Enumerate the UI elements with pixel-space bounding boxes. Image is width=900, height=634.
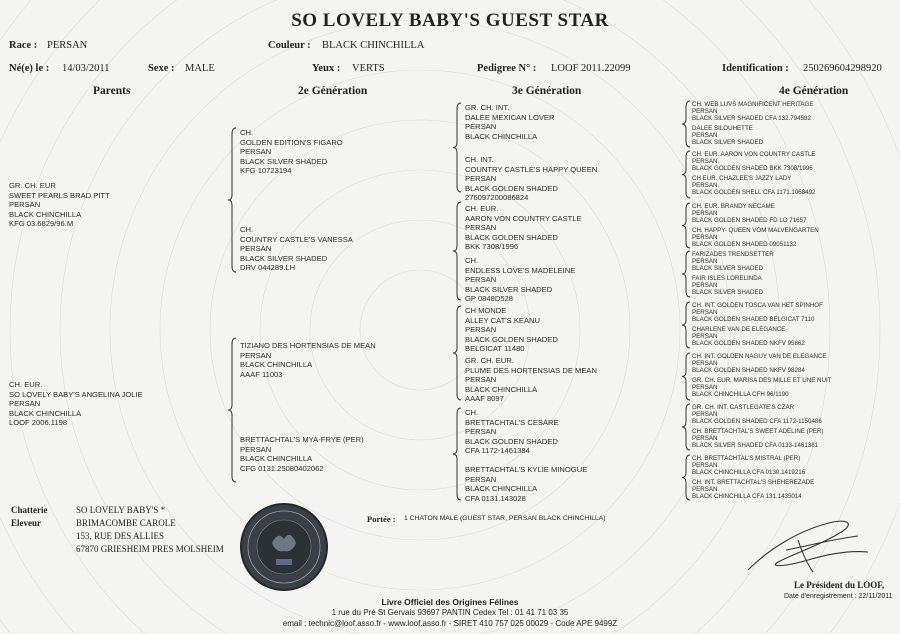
entry-line: CH. xyxy=(240,225,254,234)
entry-line: CH. BRETTACHTAL'S MISTRAL (PER) xyxy=(692,455,801,462)
sexe-value: MALE xyxy=(185,63,215,74)
entry-line: GR. CH. INT. xyxy=(465,103,510,112)
entry-line: BLACK GOLDEN SHADED xyxy=(465,183,558,193)
portee-value: 1 CHATON MALE (GUEST STAR, PERSAN BLACK CHINCHILLA) xyxy=(404,515,606,522)
gen4-entry xyxy=(692,125,763,146)
entry-line: ENDLESS LOVE'S MADELEINE xyxy=(465,265,576,275)
entry-line: BELGICAT 11480 xyxy=(465,344,525,354)
footer-org: Livre Officiel des Origines Félines xyxy=(381,597,519,607)
entry-line: KFG 10723194 xyxy=(240,166,292,176)
gen4-entry xyxy=(692,203,807,224)
gen4-entry xyxy=(692,101,813,122)
entry-line: PERSAN xyxy=(465,427,497,437)
entry-line: GP 0848D528 xyxy=(465,294,513,304)
president-signature xyxy=(738,510,888,582)
entry-line: BLACK SILVER SHADED xyxy=(692,139,764,146)
entry-line: PERSAN xyxy=(692,182,718,189)
entry-line: CFA 0131.143028 xyxy=(465,493,526,503)
entry-line: PERSAN xyxy=(465,325,497,335)
entry-line: AAAF 11003 xyxy=(240,369,283,379)
gen2-entry xyxy=(240,225,353,273)
sexe-label: Sexe : xyxy=(148,63,175,74)
entry-line: CH EUR. CHAZLEE'S JAZZY LADY xyxy=(692,175,792,182)
entry-line: PERSAN xyxy=(240,350,272,360)
parent-sire xyxy=(9,181,110,229)
entry-line: GR. CH. EUR. xyxy=(465,356,514,365)
entry-line: BLACK GOLDEN SHADED xyxy=(465,334,558,344)
entry-line: CH. INT. GOLDEN TOSCA VAN HET SPINHOF xyxy=(692,302,823,309)
entry-line: CH. xyxy=(465,256,479,265)
entry-line: BLACK GOLDEN SHADED CFA 1172-1150486 xyxy=(692,418,822,425)
entry-line: PERSAN xyxy=(692,210,718,217)
entry-line: BLACK CHINCHILLA CFA 0130.1419216 xyxy=(692,469,806,476)
birthdate-value: 14/03/2011 xyxy=(62,63,110,74)
gen2-entry xyxy=(240,128,343,176)
entry-line: BLACK GOLDEN SHADED xyxy=(465,232,558,242)
entry-line: CH. xyxy=(465,408,479,417)
gen3-entry xyxy=(465,306,558,354)
entry-line: PERSAN xyxy=(465,275,497,285)
entry-line: CH. INT. GOLDEN NAGUY VAN DE ELEGANCE xyxy=(692,353,827,360)
entry-line: LOOF 2006.1198 xyxy=(9,418,68,428)
gen4-entry xyxy=(692,275,763,296)
gen4-entry xyxy=(692,479,814,500)
entry-line: PERSAN xyxy=(692,462,718,469)
entry-line: DALEE MEXICAN LOVER xyxy=(465,112,555,122)
chatterie-label: Chatterie xyxy=(11,505,48,515)
entry-line: PERSAN xyxy=(692,333,718,340)
entry-line: BLACK CHINCHILLA xyxy=(465,384,538,394)
entry-line: SO LOVELY BABY'S ANGELINA JOLIE xyxy=(9,389,143,399)
entry-line: CH. EUR. xyxy=(465,204,499,213)
gen3-entry xyxy=(465,204,582,252)
entry-line: BLACK SILVER SHADED xyxy=(240,253,328,263)
registration-date: Date d'enregistrement : 22/11/2011 xyxy=(784,593,893,600)
column-header-gen4: 4e Génération xyxy=(779,85,849,97)
identification-label: Identification : xyxy=(722,63,789,74)
entry-line: BLACK GOLDEN SHADED NKFV 98284 xyxy=(692,367,805,374)
entry-line: PERSAN xyxy=(465,375,497,385)
gen2-entry xyxy=(240,435,364,473)
entry-line: CH. WEB LUVS MAGNIFICENT HERITAGE xyxy=(692,101,814,108)
entry-line: PERSAN xyxy=(692,158,718,165)
column-header-gen3: 3e Génération xyxy=(512,85,582,97)
entry-line: BKK 7308/1996 xyxy=(465,242,519,252)
eleveur-value: BRIMACOMBE CAROLE xyxy=(76,518,176,528)
entry-line: ALLEY CAT'S KEANU xyxy=(465,315,541,325)
gen4-entry xyxy=(692,377,831,398)
entry-line: BLACK CHINCHILLA CFH 96/1190 xyxy=(692,391,789,398)
footer-address: 1 rue du Pré St Gervais 93697 PANTIN Cedex Tel : 01 41 71 03 35 xyxy=(331,608,569,617)
identification-value: 250269604298920 xyxy=(803,63,882,74)
entry-line: CH. HAPPY- QUEEN VOM MALVENGARTEN xyxy=(692,227,819,234)
entry-line: PERSAN xyxy=(240,147,272,157)
gen4-entry xyxy=(692,404,822,425)
gen4-entry xyxy=(692,302,823,323)
entry-line: BRETTACHTAL'S MYA-FRYE (PER) xyxy=(240,435,364,444)
entry-line: PERSAN xyxy=(465,174,497,184)
entry-line: BLACK GOLDEN SHADED 09051132 xyxy=(692,241,797,248)
page-title: SO LOVELY BABY'S GUEST STAR xyxy=(291,10,609,31)
gen4-entry xyxy=(692,251,774,272)
entry-line: BLACK SILVER SHADED xyxy=(692,265,764,272)
gen3-entry xyxy=(465,465,587,503)
entry-line: CH. EUR. xyxy=(9,380,43,389)
entry-line: CH. BRETTACHTAL'S SWEET ADELINE (PER) xyxy=(692,428,824,435)
entry-line: GR. CH. EUR xyxy=(9,181,56,190)
entry-line: BLACK SILVER SHADED xyxy=(240,156,328,166)
entry-line: PERSAN xyxy=(240,444,272,454)
column-header-gen2: 2e Génération xyxy=(298,85,368,97)
entry-line: CH. xyxy=(240,128,254,137)
yeux-value: VERTS xyxy=(352,63,385,74)
entry-line: FAIR ISLES LORELINDA xyxy=(692,275,762,282)
entry-line: DRV 044289.LH xyxy=(240,263,296,273)
entry-line: CFA 1172-1461384 xyxy=(465,446,530,456)
gen4-entry xyxy=(692,428,823,449)
entry-line: PERSAN xyxy=(692,234,718,241)
entry-line: AAAF 8097 xyxy=(465,394,504,404)
gen4-entry xyxy=(692,175,815,196)
entry-line: CH. INT. BRETTACHTAL'S SHEHEREZADE xyxy=(692,479,815,486)
entry-line: PERSAN xyxy=(692,411,718,418)
entry-line: COUNTRY CASTLE'S HAPPY QUEEN xyxy=(465,164,598,174)
couleur-value: BLACK CHINCHILLA xyxy=(322,40,425,51)
entry-line: BLACK SILVER SHADED xyxy=(692,289,764,296)
gen4-entry xyxy=(692,151,816,172)
entry-line: FARIZADES TRENDSETTER xyxy=(692,251,774,258)
entry-line: BLACK CHINCHILLA xyxy=(465,131,538,141)
entry-line: BLACK SILVER SHADED CFA 132.794582 xyxy=(692,115,811,122)
chatterie-value: SO LOVELY BABY'S * xyxy=(76,505,166,515)
entry-line: BLACK GOLDEN SHELL CFA 1171.1068492 xyxy=(692,189,816,196)
entry-line: PERSAN xyxy=(240,244,272,254)
entry-line: PERSAN xyxy=(692,132,718,139)
column-header-parents: Parents xyxy=(93,85,131,97)
entry-line: BLACK GOLDEN SHADED BELGICAT 7110 xyxy=(692,316,815,323)
entry-line: GR. CH. INT. CASTLEGATE'S CZAR xyxy=(692,404,795,411)
entry-line: BLACK GOLDEN SHADED BKK 7308/1996 xyxy=(692,165,813,172)
breeder-address-line1: 153, RUE DES ALLIES xyxy=(76,531,165,541)
entry-line: SWEET PEARLS BRAD PITT xyxy=(9,190,110,200)
entry-line: PERSAN xyxy=(465,223,497,233)
entry-line: PERSAN xyxy=(465,122,497,132)
gen4-entry xyxy=(692,353,827,374)
entry-line: BRETTACHTAL'S CESARE xyxy=(465,417,559,427)
yeux-label: Yeux : xyxy=(312,63,341,74)
gen3-entry xyxy=(465,155,597,203)
entry-line: BLACK CHINCHILLA xyxy=(9,209,82,219)
entry-line: AARON VON COUNTRY CASTLE xyxy=(465,213,582,223)
entry-line: GOLDEN EDITION'S FIGARO xyxy=(240,137,343,147)
gen2-entry xyxy=(240,341,376,379)
footer-contact: email : technic@loof.asso.fr - www.loof.asso.fr - SIRET 410 757 025 00029 - Code APE 9499Z xyxy=(282,619,618,628)
entry-line: BLACK CHINCHILLA CFA 131.1435014 xyxy=(692,493,802,500)
gen4-entry xyxy=(692,326,805,347)
entry-line: PERSAN xyxy=(692,435,718,442)
entry-line: TIZIANO DES HORTENSIAS DE MEAN xyxy=(240,341,376,350)
entry-line: CH. INT. xyxy=(465,155,494,164)
entry-line: PERSAN xyxy=(692,108,718,115)
pedigree-label: Pedigree N° : xyxy=(477,63,537,74)
pedigree-value: LOOF 2011.22099 xyxy=(551,63,631,74)
entry-line: BLACK CHINCHILLA xyxy=(465,484,538,494)
loof-seal xyxy=(240,503,328,591)
entry-line: 276097200086824 xyxy=(465,193,529,203)
entry-line: PERSAN xyxy=(692,258,718,265)
gen3-entry xyxy=(465,256,575,304)
gen3-entry xyxy=(465,408,559,456)
breeder-address-line2: 67870 GRIESHEIM PRES MOLSHEIM xyxy=(76,544,224,554)
entry-line: CH MONDE xyxy=(465,306,507,315)
entry-line: BLACK GOLDEN SHADED FD LO 71657 xyxy=(692,217,807,224)
entry-line: PERSAN xyxy=(692,282,718,289)
entry-line: DALEE SILOUHETTE xyxy=(692,125,753,132)
entry-line: BLACK SILVER SHADED CFA 0133-1461381 xyxy=(692,442,819,449)
gen4-entry xyxy=(692,455,805,476)
president-label: Le Président du LOOF, xyxy=(794,580,885,590)
entry-line: PERSAN xyxy=(692,486,718,493)
entry-line: BLACK CHINCHILLA xyxy=(9,408,82,418)
entry-line: CFG 0131.25080402062 xyxy=(240,463,324,473)
entry-line: BLACK CHINCHILLA xyxy=(240,360,313,370)
gen4-entry xyxy=(692,227,819,248)
entry-line: CH. EUR. BRANDY NECAME xyxy=(692,203,775,210)
race-label: Race : xyxy=(9,40,38,51)
entry-line: BLACK GOLDEN SHADED xyxy=(465,436,558,446)
entry-line: PERSAN xyxy=(465,474,497,484)
race-value: PERSAN xyxy=(47,40,88,51)
couleur-label: Couleur : xyxy=(268,40,311,51)
entry-line: BRETTACHTAL'S KYLIE MINOGUE xyxy=(465,465,588,474)
entry-line: CH. EUR. AARON VON COUNTRY CASTLE xyxy=(692,151,816,158)
entry-line: BLACK GOLDEN SHADED NKFV 95862 xyxy=(692,340,805,347)
gen3-entry xyxy=(465,356,597,404)
entry-line: PERSAN xyxy=(692,360,718,367)
entry-line: PERSAN xyxy=(692,384,718,391)
entry-line: BLACK CHINCHILLA xyxy=(240,454,313,464)
entry-line: KFG 03.6829/96.M xyxy=(9,219,74,229)
birthdate-label: Né(e) le : xyxy=(9,63,50,74)
parent-dam xyxy=(9,380,143,428)
entry-line: PERSAN xyxy=(9,399,41,409)
portee-label: Portée : xyxy=(367,514,396,524)
entry-line: PLUME DES HORTENSIAS DE MEAN xyxy=(465,365,597,375)
entry-line: PERSAN xyxy=(9,200,41,210)
entry-line: COUNTRY CASTLE'S VANESSA xyxy=(240,234,353,244)
gen3-entry xyxy=(465,103,554,141)
eleveur-label: Eleveur xyxy=(11,518,41,528)
entry-line: BLACK SILVER SHADED xyxy=(465,284,553,294)
entry-line: PERSAN xyxy=(692,309,718,316)
entry-line: CHARLENE VAN DE ELEGANCE xyxy=(692,326,786,333)
entry-line: GR. CH. EUR. MARISA DES MILLE ET UNE NUIT xyxy=(692,377,832,384)
